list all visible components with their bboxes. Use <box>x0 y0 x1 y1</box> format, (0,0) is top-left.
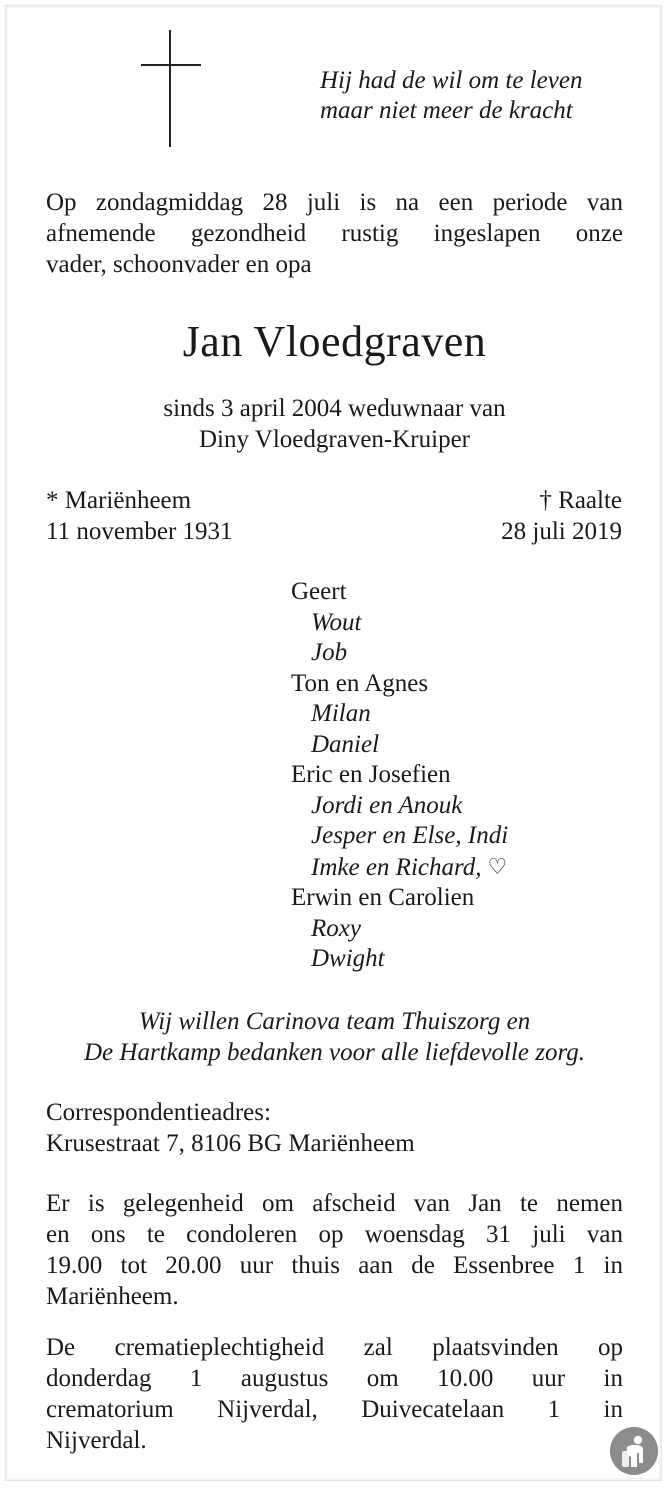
grandchild-name: Jesper en Else, Indi <box>311 822 509 849</box>
widower-line: Diny Vloedgraven-Kruiper <box>199 426 470 453</box>
intro-line: vader, schoonvader en opa <box>46 251 312 278</box>
motto <box>320 66 620 126</box>
child-name: Erwin en Carolien <box>291 884 475 911</box>
widower-note <box>0 393 669 455</box>
ceremony-paragraph <box>46 1332 623 1456</box>
grandchild-name: Jordi en Anouk <box>311 791 463 819</box>
death-place: † Raalte <box>539 487 622 514</box>
intro-paragraph <box>46 187 623 280</box>
grandchild-name: Roxy <box>311 914 361 942</box>
thanks-line: De Hartkamp bedanken voor alle liefdevolle zorg. <box>83 1039 586 1066</box>
family-list <box>291 577 508 975</box>
memorial-logo-icon[interactable] <box>610 1427 658 1475</box>
thanks-note <box>0 1006 669 1068</box>
cross-icon <box>141 30 201 147</box>
deceased-name: Jan Vloedgraven <box>182 317 487 366</box>
intro-line: afnemende gezondheid rustig ingeslapen onze <box>46 220 623 247</box>
visitation-line: Mariënheem. <box>46 1283 179 1310</box>
child-name: Ton en Agnes <box>291 669 429 697</box>
child-name: Geert <box>291 578 347 605</box>
ceremony-line: crematorium Nijverdal, Duivecatelaan 1 in <box>46 1396 623 1423</box>
motto-line: Hij had de wil om te leven <box>320 67 583 94</box>
widower-line: sinds 3 april 2004 weduwnaar van <box>163 395 506 422</box>
thanks-line: Wij willen Carinova team Thuiszorg en <box>138 1008 531 1035</box>
grandchild-name: Job <box>311 639 348 666</box>
birth-date: 11 november 1931 <box>46 518 233 545</box>
visitation-line: 19.00 tot 20.00 uur thuis aan de Essenbree 1 in <box>46 1252 623 1279</box>
grandchild-name: Dwight <box>311 945 385 972</box>
grandchild-name: Imke en Richard, <box>311 853 482 881</box>
intro-line: Op zondagmiddag 28 juli is na een periode van <box>46 189 623 216</box>
visitation-line: en ons te condoleren op woensdag 31 juli van <box>46 1221 623 1248</box>
grandchild-name: Wout <box>311 608 362 636</box>
motto-line: maar niet meer de kracht <box>320 97 573 124</box>
ceremony-line: donderdag 1 augustus om 10.00 uur in <box>46 1365 623 1392</box>
grandchild-name: Milan <box>311 700 371 727</box>
death-date: 28 juli 2019 <box>501 518 622 545</box>
correspondence-value: Krusestraat 7, 8106 BG Mariënheem <box>46 1130 415 1157</box>
ceremony-line: De crematieplechtigheid zal plaatsvinden op <box>46 1334 623 1361</box>
death-info <box>501 485 622 547</box>
ceremony-line: Nijverdal. <box>46 1427 147 1454</box>
correspondence-label: Correspondentieadres: <box>46 1099 271 1126</box>
correspondence-address <box>46 1097 415 1159</box>
child-name: Eric en Josefien <box>291 761 451 788</box>
birth-info <box>46 485 233 547</box>
heart-outline-icon: ♡ <box>487 853 508 879</box>
grandchild-name: Daniel <box>311 730 380 758</box>
visitation-paragraph <box>46 1188 623 1312</box>
grandchild-entry <box>291 852 508 884</box>
visitation-line: Er is gelegenheid om afscheid van Jan te nemen <box>46 1190 623 1217</box>
birth-place: * Mariënheem <box>46 487 192 514</box>
